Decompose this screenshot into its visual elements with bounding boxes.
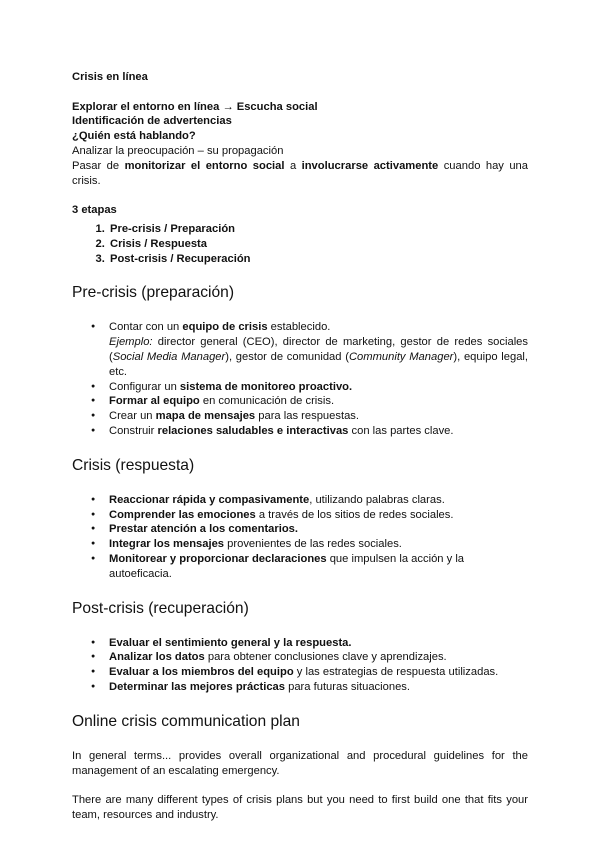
line-escucha-social: Explorar el entorno en línea → Escucha social [72, 100, 318, 113]
list-item: ● Evaluar a los miembros del equipo y las estrategias de respuesta utilizadas. [108, 665, 528, 680]
list-item: ● Comprender las emociones a través de los sitios de redes sociales. [108, 508, 528, 523]
heading-precrisis: Pre-crisis (preparación) [72, 284, 235, 302]
list-item: ● Integrar los mensajes provenientes de las redes sociales. [108, 537, 528, 552]
document-body [72, 70, 528, 823]
plan-paragraph-2: There are many different types of crisis plans but you need to first build one that fits your team, resources and industry. [72, 794, 528, 821]
list-item: ● Reaccionar rápida y compasivamente, utilizando palabras claras. [108, 493, 528, 508]
list-item: ● Determinar las mejores prácticas para futuras situaciones. [108, 680, 528, 695]
line-preocupacion: Analizar la preocupación – su propagación [72, 144, 284, 157]
list-item: ● Contar con un equipo de crisis establecido. Ejemplo: director general (CEO), director de marketing, gestor de redes sociales (Social Media Manager), gestor de comunidad (Community Manager), equipo legal, etc. [108, 320, 528, 379]
line-quien-habla: ¿Quién está hablando? [72, 130, 196, 143]
stages-title: 3 etapas [72, 204, 117, 217]
transition-paragraph: Pasar de monitorizar el entorno social a involucrarse activamente cuando hay una crisis. [72, 159, 528, 187]
list-item: ● Crear un mapa de mensajes para las respuestas. [108, 409, 528, 424]
list-item: ● Evaluar el sentimiento general y la respuesta. [108, 636, 528, 651]
heading-crisis: Crisis (respuesta) [72, 456, 195, 474]
crisis-list [72, 493, 528, 582]
list-item: ● Monitorear y proporcionar declaraciones que impulsen la acción y la autoeficacia. [108, 552, 528, 582]
list-item: ● Analizar los datos para obtener conclusiones clave y aprendizajes. [108, 650, 528, 665]
precrisis-list [72, 320, 528, 438]
heading-postcrisis: Post-crisis (recuperación) [72, 599, 249, 617]
stage-item: 3. Post-crisis / Recuperación [108, 252, 528, 267]
plan-paragraph-1: In general terms... provides overall organizational and procedural guidelines for the management of an escalating emergency. [72, 749, 528, 777]
stages-list [72, 222, 528, 266]
stage-item: 1. Pre-crisis / Preparación [108, 222, 528, 237]
list-item: ● Prestar atención a los comentarios. [108, 522, 528, 537]
list-item: ● Formar al equipo en comunicación de crisis. [108, 394, 528, 409]
stage-item: 2. Crisis / Respuesta [108, 237, 528, 252]
heading-plan: Online crisis communication plan [72, 712, 300, 730]
example-text: Ejemplo: director general (CEO), director de marketing, gestor de redes sociales (Social Media Manager), gestor de comunidad (Community Manager), equipo legal, etc. [109, 336, 529, 378]
list-item: ● Construir relaciones saludables e interactivas con las partes clave. [108, 424, 528, 439]
doc-title: Crisis en línea [72, 71, 148, 83]
postcrisis-list [72, 636, 528, 695]
list-item: ● Configurar un sistema de monitoreo proactivo. [108, 380, 528, 395]
line-advertencias: Identificación de advertencias [72, 115, 232, 128]
